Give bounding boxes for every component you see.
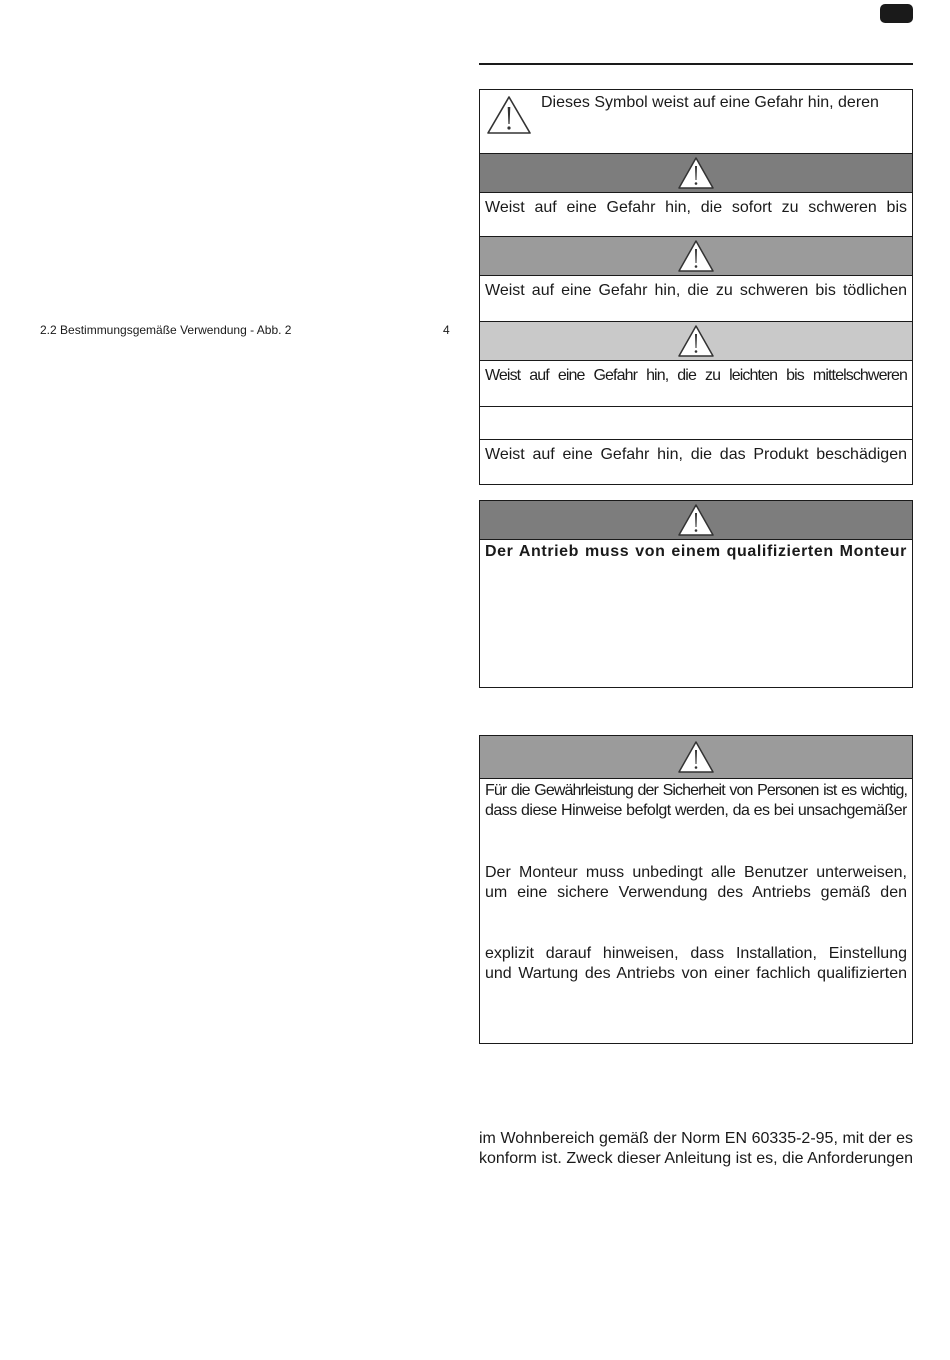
warning-triangle-icon (485, 94, 533, 136)
body-line-2: konform ist. Zweck dieser Anleitung ist es, die Anforderungen (479, 1150, 913, 1167)
danger-text: Weist auf eine Gefahr hin, die sofort zu schweren bis (485, 199, 907, 216)
warning-triangle-icon (677, 324, 715, 358)
symbol-legend-table (479, 89, 913, 485)
safety-paragraph-3-line-1: explizit darauf hinweisen, dass Installation, Einstellung (485, 945, 907, 962)
warning-text: Weist auf eine Gefahr hin, die zu schweren bis tödlichen (485, 282, 907, 299)
safety-paragraph-2-line-2: um eine sichere Verwendung des Antriebs gemäß den (485, 884, 907, 901)
toc-entry[interactable]: 2.2 Bestimmungsgemäße Verwendung - Abb. 2 (40, 323, 292, 337)
danger-row (480, 193, 912, 237)
notice-text: Weist auf eine Gefahr hin, die das Produkt beschädigen (485, 446, 907, 463)
notice-band (480, 407, 912, 440)
general-symbol-text: Dieses Symbol weist auf eine Gefahr hin, deren (541, 94, 879, 111)
installer-warning-text: Der Antrieb muss von einem qualifizierten Monteur (485, 543, 907, 560)
header-rule (479, 63, 913, 65)
caution-band (480, 322, 912, 361)
toc-page-number: 4 (443, 323, 450, 337)
caution-text: Weist auf eine Gefahr hin, die zu leichten bis mittelschweren (485, 367, 907, 384)
general-symbol-row (480, 90, 912, 154)
safety-paragraph-1-line-2: dass diese Hinweise befolgt werden, da es bei unsachgemäßer (485, 802, 907, 819)
installer-warning-box (479, 500, 913, 688)
warning-row (480, 276, 912, 322)
caution-row (480, 361, 912, 407)
notice-row (480, 440, 912, 484)
safety-paragraph-1-line-1: Für die Gewährleistung der Sicherheit von Personen ist es wichtig, (485, 782, 907, 799)
warning-triangle-icon (677, 239, 715, 273)
installer-warning-band (480, 501, 912, 540)
safety-paragraph-2-line-1: Der Monteur muss unbedingt alle Benutzer unterweisen, (485, 864, 907, 881)
warning-triangle-icon (677, 156, 715, 190)
installer-warning-body (480, 540, 912, 562)
warning-triangle-icon (677, 740, 715, 774)
page-tab-marker (880, 4, 913, 23)
safety-notes-box (479, 735, 913, 1044)
body-line-1: im Wohnbereich gemäß der Norm EN 60335-2-95, mit der es (479, 1130, 913, 1147)
danger-band (480, 154, 912, 193)
warning-band (480, 237, 912, 276)
safety-notes-body (480, 779, 912, 984)
warning-triangle-icon (677, 503, 715, 537)
body-paragraph (479, 1129, 913, 1169)
safety-notes-band (480, 736, 912, 779)
safety-paragraph-3-line-2: und Wartung des Antriebs von einer fachlich qualifizierten (485, 965, 907, 982)
